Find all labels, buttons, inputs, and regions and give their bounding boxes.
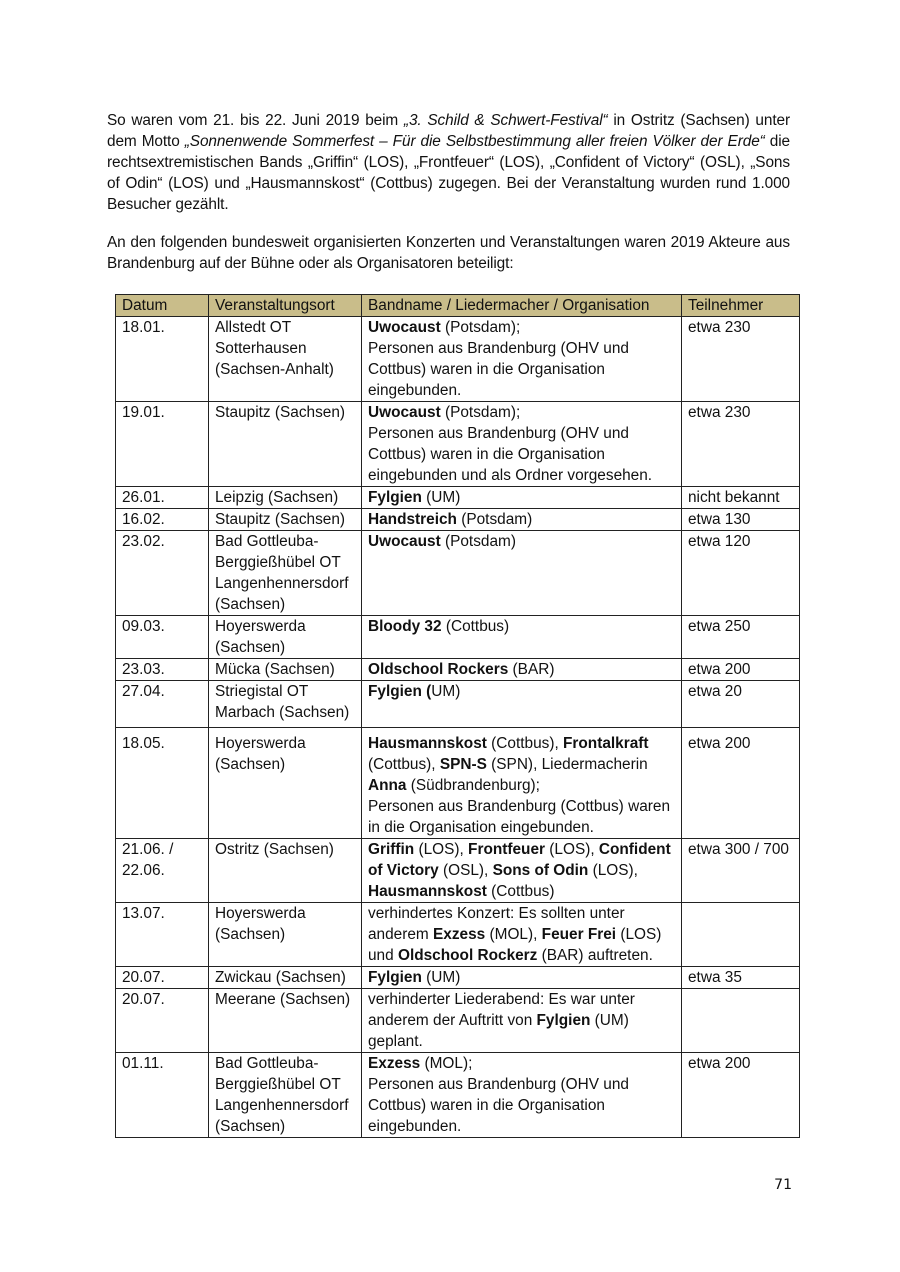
cell-datum: 26.01. xyxy=(116,487,209,509)
cell-veranstaltungsort: Meerane (Sachsen) xyxy=(209,989,362,1053)
cell-veranstaltungsort: Staupitz (Sachsen) xyxy=(209,509,362,531)
cell-teilnehmer xyxy=(682,903,800,967)
cell-datum: 16.02. xyxy=(116,509,209,531)
cell-teilnehmer: etwa 200 xyxy=(682,1053,800,1138)
cell-datum: 18.05. xyxy=(116,728,209,839)
cell-datum: 20.07. xyxy=(116,989,209,1053)
table-row xyxy=(116,487,800,509)
cell-veranstaltungsort: Leipzig (Sachsen) xyxy=(209,487,362,509)
cell-veranstaltungsort: Bad Gottleuba-Berggießhübel OT Langenhennersdorf (Sachsen) xyxy=(209,1053,362,1138)
cell-datum: 21.06. / 22.06. xyxy=(116,839,209,903)
cell-veranstaltungsort: Hoyerswerda (Sachsen) xyxy=(209,616,362,659)
cell-teilnehmer: nicht bekannt xyxy=(682,487,800,509)
cell-datum: 19.01. xyxy=(116,402,209,487)
cell-bandname: Fylgien (UM) xyxy=(362,681,682,728)
table-row xyxy=(116,681,800,728)
table-row xyxy=(116,402,800,487)
cell-teilnehmer: etwa 35 xyxy=(682,967,800,989)
table-row xyxy=(116,616,800,659)
cell-bandname: Oldschool Rockers (BAR) xyxy=(362,659,682,681)
table-row xyxy=(116,317,800,402)
cell-veranstaltungsort: Bad Gottleuba-Berggießhübel OT Langenhennersdorf (Sachsen) xyxy=(209,531,362,616)
cell-bandname: Uwocaust (Potsdam) xyxy=(362,531,682,616)
cell-bandname: verhinderter Liederabend: Es war unter anderem der Auftritt von Fylgien (UM) geplant. xyxy=(362,989,682,1053)
cell-teilnehmer: etwa 200 xyxy=(682,728,800,839)
concert-table xyxy=(115,294,800,1138)
cell-teilnehmer: etwa 200 xyxy=(682,659,800,681)
cell-veranstaltungsort: Allstedt OT Sotterhausen (Sachsen-Anhalt) xyxy=(209,317,362,402)
cell-teilnehmer: etwa 250 xyxy=(682,616,800,659)
table-row xyxy=(116,659,800,681)
cell-bandname: Fylgien (UM) xyxy=(362,967,682,989)
intro-paragraph-concerts: An den folgenden bundesweit organisierten Konzerten und Veranstaltungen waren 2019 Akteure aus Brandenburg auf der Bühne oder als Organisatoren beteiligt: xyxy=(107,234,790,272)
cell-veranstaltungsort: Mücka (Sachsen) xyxy=(209,659,362,681)
cell-bandname: Uwocaust (Potsdam); Personen aus Brandenburg (OHV und Cottbus) waren in die Organisation eingebunden und als Ordner vorgesehen. xyxy=(362,402,682,487)
cell-bandname: Uwocaust (Potsdam); Personen aus Brandenburg (OHV und Cottbus) waren in die Organisation eingebunden. xyxy=(362,317,682,402)
cell-teilnehmer: etwa 120 xyxy=(682,531,800,616)
table-row xyxy=(116,903,800,967)
cell-veranstaltungsort: Staupitz (Sachsen) xyxy=(209,402,362,487)
cell-datum: 09.03. xyxy=(116,616,209,659)
table-body xyxy=(116,317,800,1138)
cell-datum: 01.11. xyxy=(116,1053,209,1138)
cell-bandname: Hausmannskost (Cottbus), Frontalkraft (Cottbus), SPN-S (SPN), Liedermacherin Anna (Südbrandenburg); Personen aus Brandenburg (Cottbus) waren in die Organisation eingebunden. xyxy=(362,728,682,839)
cell-veranstaltungsort: Hoyerswerda (Sachsen) xyxy=(209,728,362,839)
cell-veranstaltungsort: Hoyerswerda (Sachsen) xyxy=(209,903,362,967)
cell-veranstaltungsort: Ostritz (Sachsen) xyxy=(209,839,362,903)
cell-veranstaltungsort: Striegistal OT Marbach (Sachsen) xyxy=(209,681,362,728)
cell-bandname: Handstreich (Potsdam) xyxy=(362,509,682,531)
table-row xyxy=(116,531,800,616)
cell-veranstaltungsort: Zwickau (Sachsen) xyxy=(209,967,362,989)
cell-teilnehmer: etwa 20 xyxy=(682,681,800,728)
intro-paragraph-festival: So waren vom 21. bis 22. Juni 2019 beim „3. Schild & Schwert-Festival“ in Ostritz (Sachsen) unter dem Motto „Sonnenwende Sommerfest – Für die Selbstbestimmung aller freien Völker der Erde“ die rechtsextremistischen Bands „Griffin“ (LOS), „Frontfeuer“ (LOS), „Confident of Victory“ (OSL), „Sons of Odin“ (LOS) und „Hausmannskost“ (Cottbus) zugegen. Bei der Veranstaltung wurden rund 1.000 Besucher gezählt. xyxy=(107,112,790,213)
cell-bandname: Bloody 32 (Cottbus) xyxy=(362,616,682,659)
cell-bandname: Griffin (LOS), Frontfeuer (LOS), Confident of Victory (OSL), Sons of Odin (LOS), Hausmannskost (Cottbus) xyxy=(362,839,682,903)
cell-teilnehmer: etwa 130 xyxy=(682,509,800,531)
cell-teilnehmer xyxy=(682,989,800,1053)
cell-datum: 27.04. xyxy=(116,681,209,728)
cell-teilnehmer: etwa 230 xyxy=(682,402,800,487)
cell-datum: 13.07. xyxy=(116,903,209,967)
table-row xyxy=(116,728,800,839)
header-bandname: Bandname / Liedermacher / Organisation xyxy=(362,295,682,317)
cell-datum: 18.01. xyxy=(116,317,209,402)
cell-bandname: Exzess (MOL); Personen aus Brandenburg (OHV und Cottbus) waren in die Organisation eingebunden. xyxy=(362,1053,682,1138)
header-veranstaltungsort: Veranstaltungsort xyxy=(209,295,362,317)
page-number: 71 xyxy=(774,1177,792,1193)
table-row xyxy=(116,967,800,989)
header-teilnehmer: Teilnehmer xyxy=(682,295,800,317)
table-header-row xyxy=(116,295,800,317)
cell-datum: 23.02. xyxy=(116,531,209,616)
table-row xyxy=(116,839,800,903)
header-datum: Datum xyxy=(116,295,209,317)
cell-teilnehmer: etwa 230 xyxy=(682,317,800,402)
table-row xyxy=(116,509,800,531)
cell-bandname: Fylgien (UM) xyxy=(362,487,682,509)
cell-teilnehmer: etwa 300 / 700 xyxy=(682,839,800,903)
table-row xyxy=(116,1053,800,1138)
cell-datum: 23.03. xyxy=(116,659,209,681)
table-row xyxy=(116,989,800,1053)
cell-bandname: verhindertes Konzert: Es sollten unter anderem Exzess (MOL), Feuer Frei (LOS) und Oldschool Rockerz (BAR) auftreten. xyxy=(362,903,682,967)
cell-datum: 20.07. xyxy=(116,967,209,989)
